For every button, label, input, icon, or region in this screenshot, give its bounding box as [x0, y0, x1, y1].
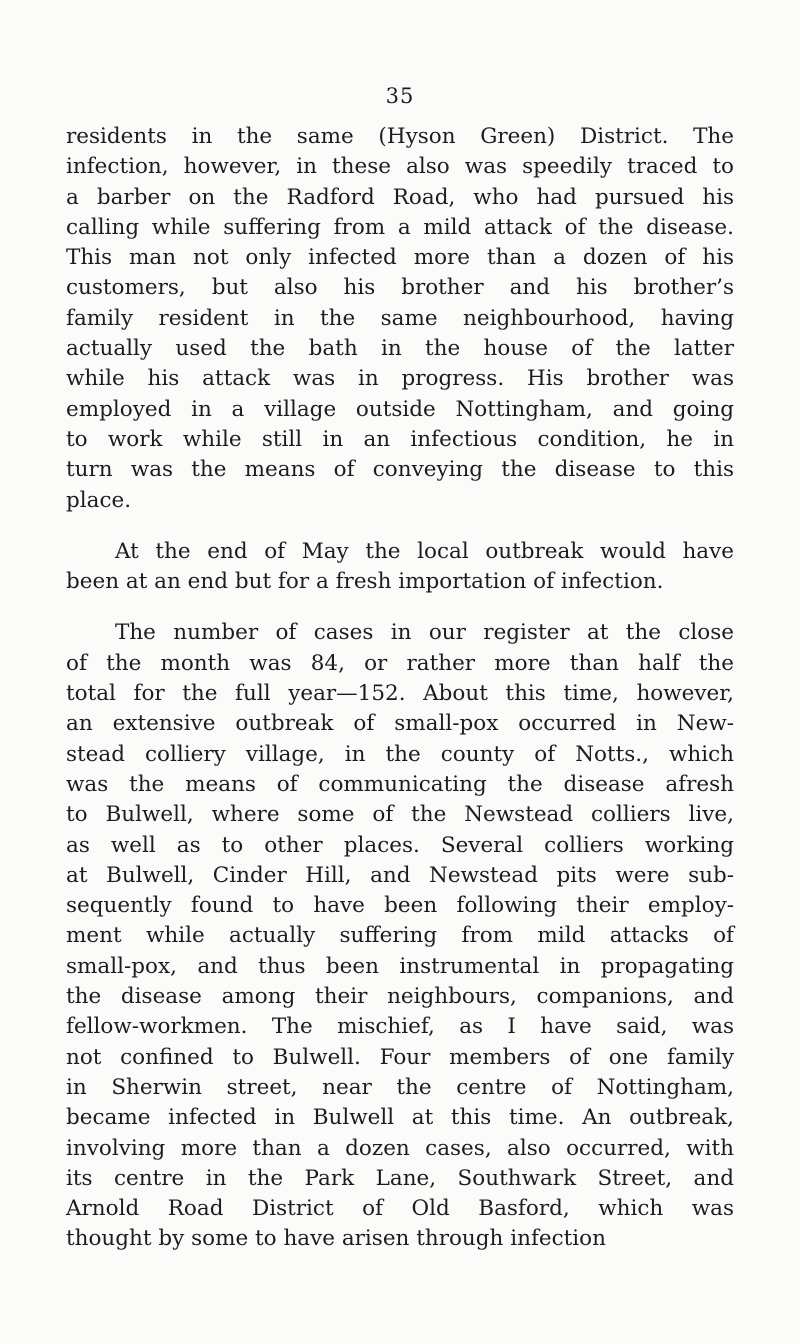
text-line: a barber on the Radford Road, who had pursued his [66, 184, 734, 210]
text-line: This man not only infected more than a dozen of his [66, 245, 734, 271]
text-line: ment while actually suffering from mild attacks of [66, 923, 734, 949]
page-number: 35 [385, 84, 415, 108]
text-line: at Bulwell, Cinder Hill, and Newstead pits were sub- [66, 862, 734, 888]
text-line: small-pox, and thus been instrumental in propagating [66, 953, 734, 979]
text-line: stead colliery village, in the county of Notts., which [66, 741, 734, 767]
text-line: involving more than a dozen cases, also occurred, with [66, 1135, 734, 1161]
paragraph-3 [66, 618, 734, 1254]
text-line: its centre in the Park Lane, Southwark Street, and [66, 1165, 734, 1191]
text-line: in Sherwin street, near the centre of Nottingham, [66, 1074, 734, 1100]
paragraph-gap [66, 516, 734, 537]
paragraph-1 [66, 122, 734, 516]
text-line: fellow-workmen. The mischief, as I have said, was [66, 1014, 734, 1040]
text-line: not confined to Bulwell. Four members of one family [66, 1044, 734, 1070]
text-line: thought by some to have arisen through infection [66, 1226, 606, 1252]
text-line: customers, but also his brother and his brother’s [66, 275, 734, 301]
text-line: an extensive outbreak of small-pox occurred in New- [66, 711, 734, 737]
text-line: employed in a village outside Nottingham, and going [66, 396, 734, 422]
text-line: The number of cases in our register at the close [115, 620, 734, 646]
paragraph-gap [66, 597, 734, 618]
text-line: while his attack was in progress. His brother was [66, 366, 734, 392]
text-line: residents in the same (Hyson Green) District. The [66, 124, 734, 149]
text-line: to work while still in an infectious condition, he in [66, 426, 734, 452]
text-line: to Bulwell, where some of the Newstead colliers live, [66, 802, 734, 828]
text-line: as well as to other places. Several colliers working [66, 832, 734, 858]
text-line: place. [66, 487, 132, 513]
text-line: turn was the means of conveying the disease to this [66, 457, 734, 483]
text-line: sequently found to have been following their employ- [66, 893, 734, 919]
text-line: the disease among their neighbours, companions, and [66, 984, 734, 1010]
body-text [66, 122, 734, 1255]
text-line: of the month was 84, or rather more than half the [66, 650, 734, 676]
text-line: was the means of communicating the disease afresh [66, 771, 734, 797]
text-line: infection, however, in these also was speedily traced to [66, 154, 734, 180]
text-line: calling while suffering from a mild attack of the disease. [66, 214, 734, 240]
text-line: been at an end but for a fresh importation of infection. [66, 569, 664, 595]
text-line: At the end of May the local outbreak would have [115, 538, 734, 564]
text-line: Arnold Road District of Old Basford, which was [66, 1196, 734, 1222]
paragraph-2 [66, 537, 734, 598]
text-line: actually used the bath in the house of the latter [66, 336, 734, 362]
text-line: became infected in Bulwell at this time. An outbreak, [66, 1105, 734, 1131]
text-line: family resident in the same neighbourhood, having [66, 305, 734, 331]
text-line: total for the full year—152. About this time, however, [66, 681, 734, 707]
